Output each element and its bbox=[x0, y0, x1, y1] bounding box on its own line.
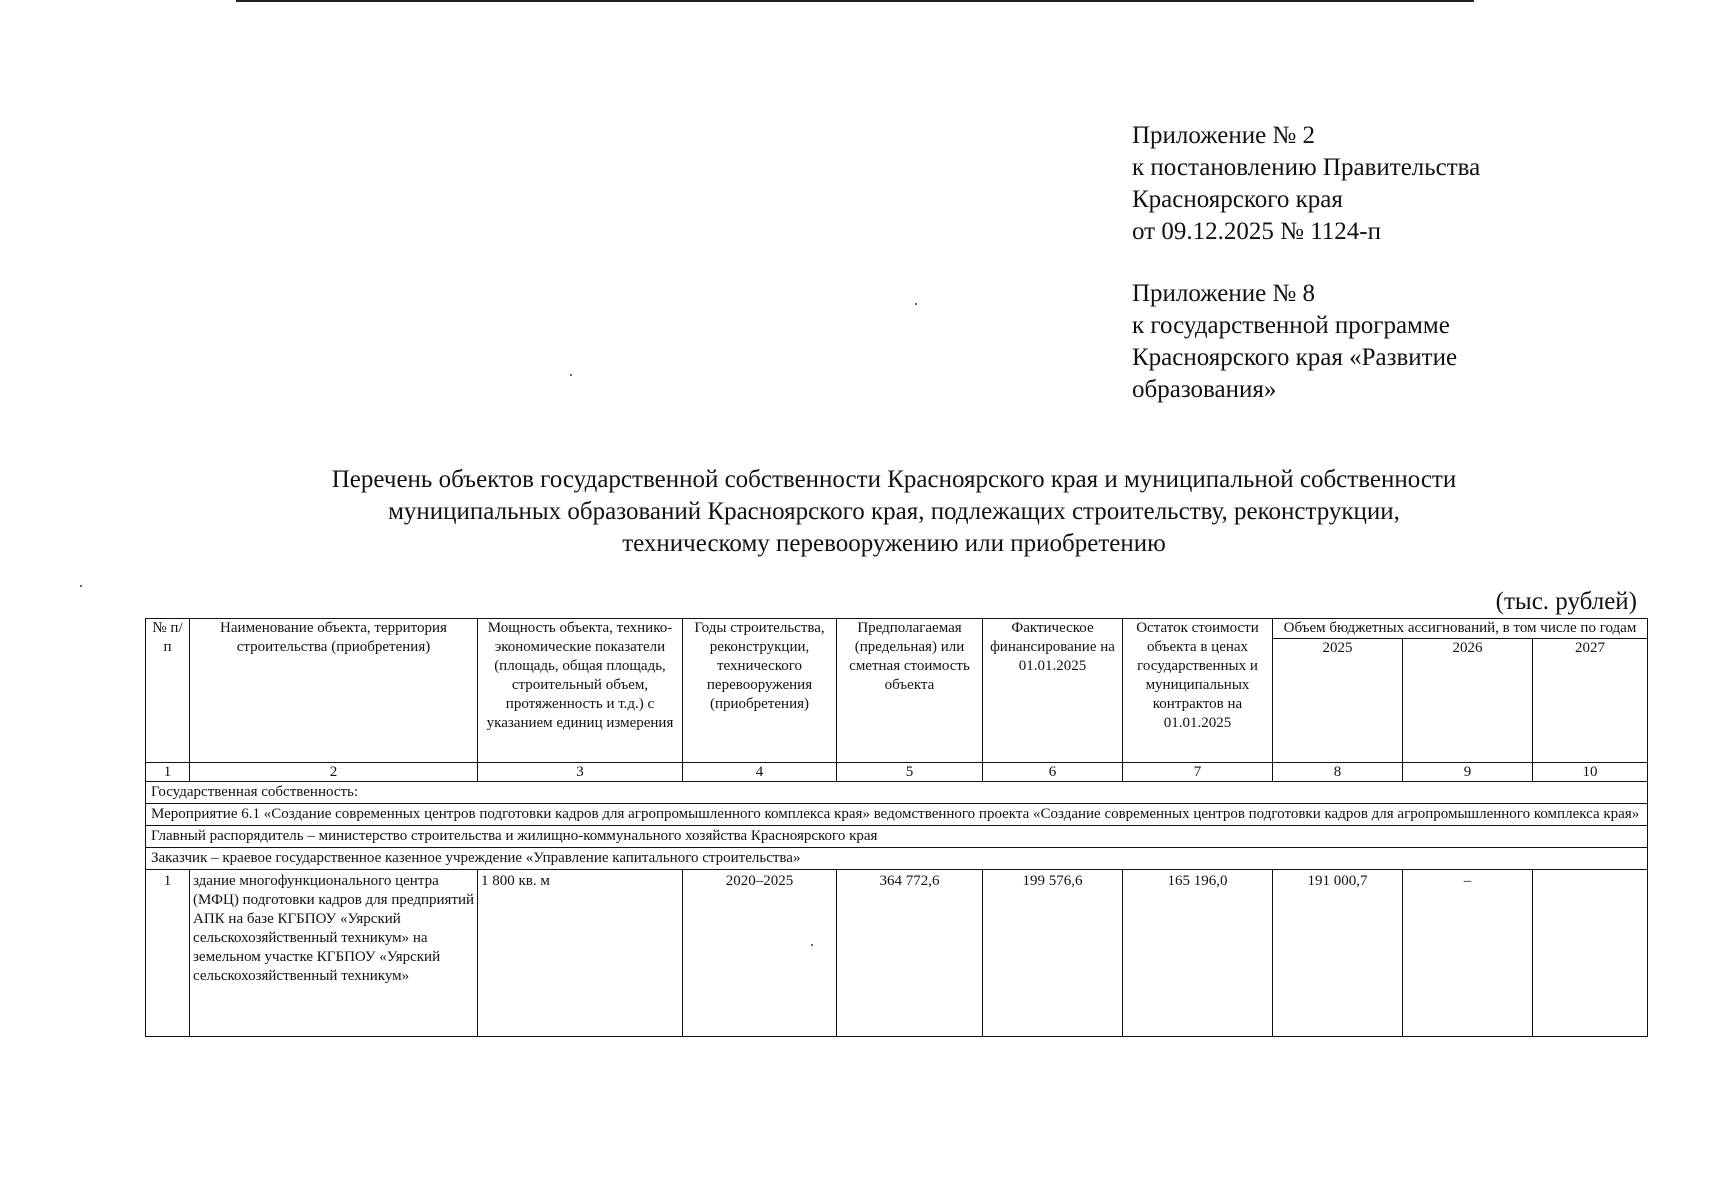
annex-line: к постановлению Правительства bbox=[1132, 154, 1481, 181]
cell-remaining-cost: 165 196,0 bbox=[1123, 870, 1273, 1037]
title-line: муниципальных образований Красноярского края, подлежащих строительству, реконструкции, bbox=[388, 498, 1400, 525]
column-number: 10 bbox=[1533, 763, 1648, 782]
header-actual-financing: Фактическое финансирование на 01.01.2025 bbox=[983, 619, 1123, 763]
column-number-row bbox=[146, 763, 1648, 782]
annex-line: от 09.12.2025 № 1124-п bbox=[1132, 218, 1381, 245]
header-year-2026: 2026 bbox=[1403, 639, 1533, 763]
section-row-manager bbox=[146, 826, 1648, 848]
cell-budget-2026: – bbox=[1403, 870, 1533, 1037]
annex-line: к государственной программе bbox=[1132, 312, 1450, 339]
section-customer: Заказчик – краевое государственное казенное учреждение «Управление капитального строительства» bbox=[146, 848, 1648, 870]
header-capacity: Мощность объекта, технико-экономические показатели (площадь, общая площадь, строительный объем, протяженность и т.д.) с указанием единиц измерения bbox=[478, 619, 683, 763]
units-label: (тыс. рублей) bbox=[1495, 588, 1637, 615]
annex-line: образования» bbox=[1132, 376, 1277, 403]
section-row-ownership bbox=[146, 782, 1648, 804]
column-number: 1 bbox=[146, 763, 190, 782]
cell-actual-financing: 199 576,6 bbox=[983, 870, 1123, 1037]
column-number: 4 bbox=[683, 763, 837, 782]
header-name: Наименование объекта, территория строительства (приобретения) bbox=[190, 619, 478, 763]
column-number: 2 bbox=[190, 763, 478, 782]
column-number: 5 bbox=[837, 763, 983, 782]
header-year-2025: 2025 bbox=[1273, 639, 1403, 763]
header-years: Годы строительства, реконструкции, технического перевооружения (приобретения) bbox=[683, 619, 837, 763]
cell-estimated-cost: 364 772,6 bbox=[837, 870, 983, 1037]
table-row bbox=[146, 870, 1648, 1037]
cell-years: 2020–2025 bbox=[683, 870, 837, 1037]
top-border-line bbox=[236, 0, 1474, 2]
column-number: 8 bbox=[1273, 763, 1403, 782]
section-manager: Главный распорядитель – министерство строительства и жилищно-коммунального хозяйства Красноярского края bbox=[146, 826, 1648, 848]
cell-object-name: здание многофункционального центра (МФЦ) подготовки кадров для предприятий АПК на базе КГБПОУ «Уярский сельскохозяйственный техникум» на земельном участке КГБПОУ «Уярский сельскохозяйственный техникум» bbox=[190, 870, 478, 1037]
cell-budget-2027 bbox=[1533, 870, 1648, 1037]
objects-table bbox=[145, 618, 1648, 1037]
document-title bbox=[144, 464, 1644, 560]
section-row-activity bbox=[146, 804, 1648, 826]
annex-line: Приложение № 2 bbox=[1132, 122, 1316, 149]
cell-num: 1 bbox=[146, 870, 190, 1037]
section-row-customer bbox=[146, 848, 1648, 870]
annex-line: Приложение № 8 bbox=[1132, 280, 1316, 307]
scan-speck bbox=[811, 944, 813, 946]
cell-budget-2025: 191 000,7 bbox=[1273, 870, 1403, 1037]
scan-speck bbox=[80, 585, 82, 587]
column-number: 6 bbox=[983, 763, 1123, 782]
column-number: 7 bbox=[1123, 763, 1273, 782]
column-number: 9 bbox=[1403, 763, 1533, 782]
header-budget-group: Объем бюджетных ассигнований, в том числе по годам bbox=[1273, 619, 1648, 639]
header-num: № п/п bbox=[146, 619, 190, 763]
header-year-2027: 2027 bbox=[1533, 639, 1648, 763]
column-number: 3 bbox=[478, 763, 683, 782]
section-ownership: Государственная собственность: bbox=[146, 782, 1648, 804]
title-line: Перечень объектов государственной собственности Красноярского края и муниципальной собственности bbox=[331, 466, 1457, 493]
annex-block-resolution bbox=[1132, 120, 1480, 248]
header-estimated-cost: Предполагаемая (предельная) или сметная стоимость объекта bbox=[837, 619, 983, 763]
scan-speck bbox=[915, 303, 917, 305]
section-activity: Мероприятие 6.1 «Создание современных центров подготовки кадров для агропромышленного комплекса края» ведомственного проекта «Создание современных центров подготовки кадров для агропромышленного комплекса края» bbox=[146, 804, 1648, 826]
cell-capacity: 1 800 кв. м bbox=[478, 870, 683, 1037]
scan-speck bbox=[570, 374, 572, 376]
header-remaining-cost: Остаток стоимости объекта в ценах государственных и муниципальных контрактов на 01.01.2025 bbox=[1123, 619, 1273, 763]
annex-line: Красноярского края bbox=[1132, 186, 1343, 213]
annex-line: Красноярского края «Развитие bbox=[1132, 344, 1458, 371]
title-line: техническому перевооружению или приобретению bbox=[622, 530, 1166, 557]
annex-block-program bbox=[1132, 278, 1457, 406]
header-row bbox=[146, 619, 1648, 639]
